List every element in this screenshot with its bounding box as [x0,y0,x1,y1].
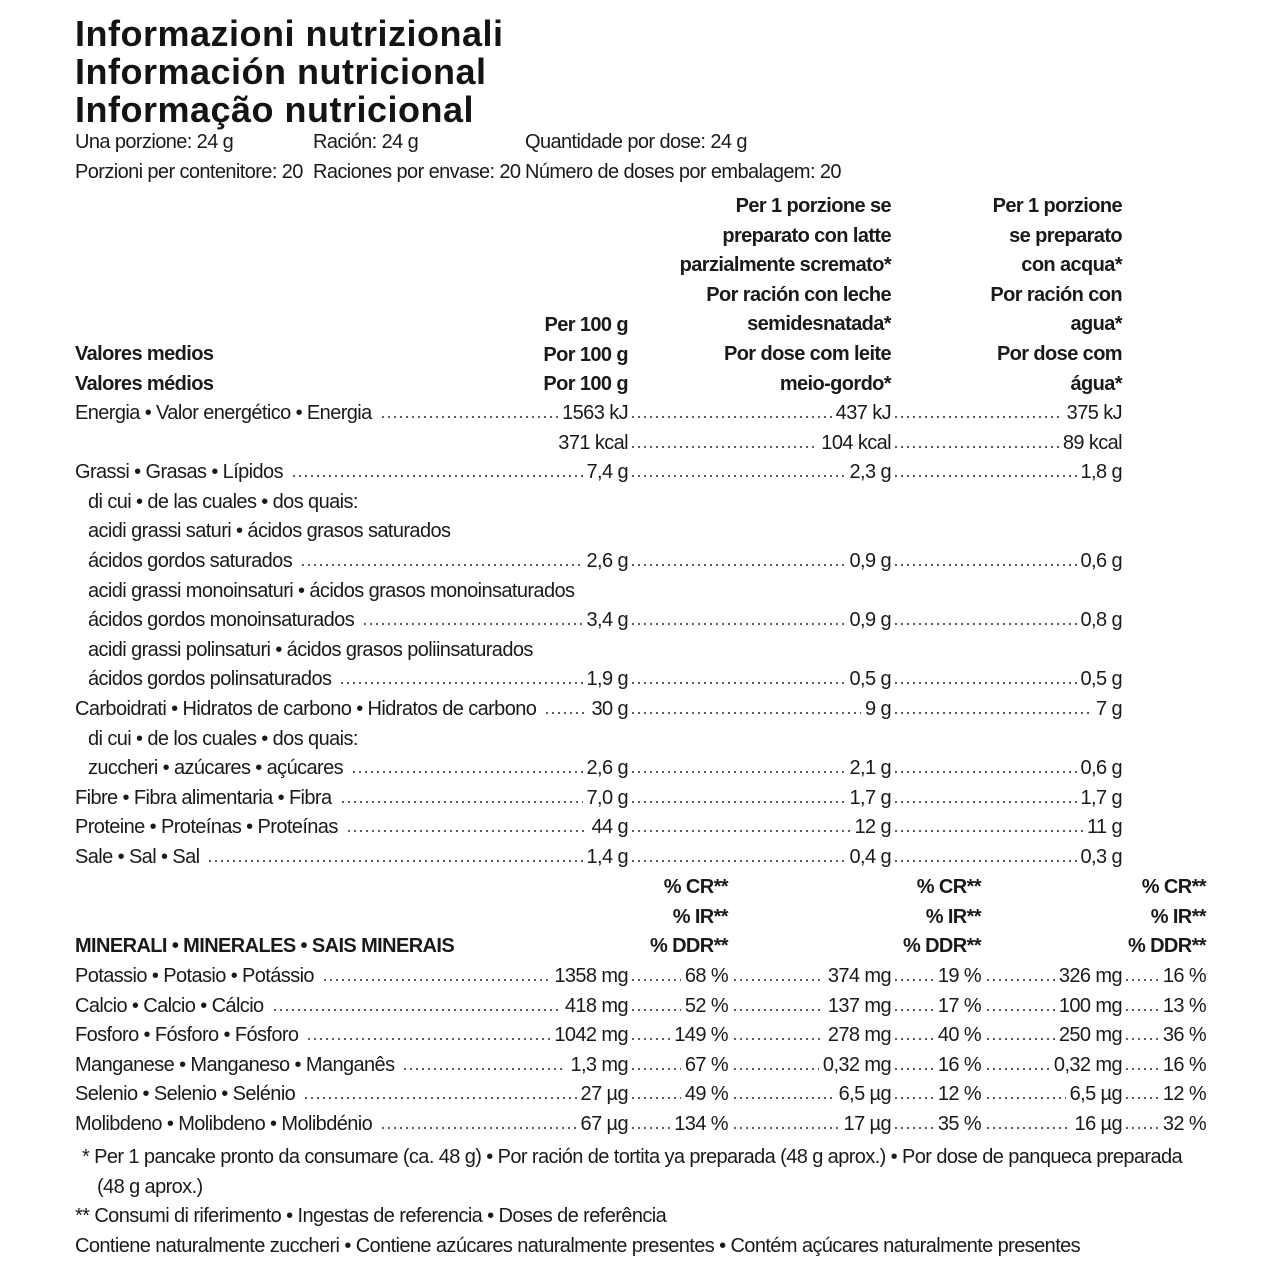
dot-leader [1124,1009,1159,1011]
milk-column-header: Per 1 porzione se [735,195,891,217]
mineral-pct-milk: 35 % [937,1113,981,1135]
mineral-pct-water: 16 % [1162,965,1206,987]
nutrient-value-milk: 104 kcal [821,431,891,454]
serving-size: Quantidade por dose: 24 g [525,131,747,153]
mineral-label: Fosforo • Fósforo • Fósforo [75,1024,299,1047]
nutrient-value-milk: 0,4 g [849,846,891,868]
mineral-label: Manganese • Manganeso • Manganês [75,1053,395,1076]
dot-leader [630,801,846,803]
dot-leader [544,712,587,714]
mineral-pct-water: 32 % [1162,1113,1206,1135]
pct-header: % DDR** [902,935,981,958]
mineral-label: Calcio • Calcio • Cálcio [75,994,264,1017]
servings-count: Porzioni per contenitore: 20 [75,161,303,183]
nutrient-value-milk: 9 g [864,698,891,720]
nutrient-value-water: 11 g [1086,816,1122,839]
dot-leader [630,860,846,862]
dot-leader [732,1038,824,1040]
nutrient-label: Sale • Sal • Sal [75,846,200,868]
per100-column-header: Por 100 g [543,343,628,366]
nutrient-value-milk: 12 g [854,816,891,839]
dot-leader [893,860,1077,862]
dot-leader [985,1068,1050,1070]
label-title: Informazioni nutrizionali [75,13,504,54]
dot-leader [630,1068,681,1070]
nutrient-value-per100: 1,9 g [586,668,628,691]
dot-leader [630,623,846,625]
nutrient-value-water: 1,7 g [1080,786,1122,809]
nutrient-value-per100: 1563 kJ [562,402,628,424]
nutrient-value-per100: 30 g [591,698,628,720]
per100-column-header: Per 100 g [544,314,628,336]
dot-leader [893,1097,934,1099]
mineral-value-milk: 137 mg [827,994,891,1017]
mineral-pct-per100: 67 % [684,1053,728,1076]
dot-leader [985,979,1055,981]
mineral-pct-water: 16 % [1162,1053,1206,1076]
mineral-value-water: 250 mg [1058,1024,1122,1047]
water-column-header: água* [1070,372,1122,395]
nutrient-label: Fibre • Fibra alimentaria • Fibra [75,786,332,809]
dot-leader [893,682,1077,684]
footnote-sugars: Contiene naturalmente zuccheri • Contiene azúcares naturalmente presentes • Contém açúcares naturalmente presentes [75,1235,1081,1257]
milk-column-header: meio-gordo* [779,372,891,395]
nutrient-value-per100: 371 kcal [558,431,628,454]
average-values-header: Valores medios [75,343,214,365]
minerals-title: MINERALI • MINERALES • SAIS MINERAIS [75,935,455,957]
label-title: Información nutricional [75,51,487,92]
nutrient-value-milk: 0,5 g [849,668,891,691]
nutrient-value-per100: 2,6 g [586,757,628,780]
dot-leader [402,1068,566,1070]
dot-leader [985,1127,1071,1129]
dot-leader [630,1038,670,1040]
dot-leader [893,1009,934,1011]
label-title: Informação nutricional [75,89,475,130]
mineral-value-water: 16 µg [1074,1113,1122,1135]
nutrient-subheading: acidi grassi polinsaturi • ácidos grasos poliinsaturados [88,638,533,661]
dot-leader [630,446,817,448]
mineral-pct-per100: 149 % [674,1024,728,1047]
dot-leader [985,1009,1055,1011]
pct-header: % DDR** [649,935,728,958]
dot-leader [306,1038,550,1040]
nutrient-subheading: acidi grassi saturi • ácidos grasos saturados [88,520,451,543]
nutrient-value-per100: 3,4 g [586,609,628,632]
dot-leader [303,1097,576,1099]
mineral-label: Selenio • Selenio • Selénio [75,1083,296,1106]
dot-leader [291,475,583,477]
milk-column-header: semidesnatada* [747,313,891,336]
mineral-value-water: 6,5 µg [1069,1083,1122,1106]
dot-leader [732,1009,824,1011]
dot-leader [893,979,934,981]
nutrient-value-water: 0,6 g [1080,757,1122,780]
dot-leader [1124,1038,1159,1040]
dot-leader [351,771,583,773]
dot-leader [322,979,550,981]
dot-leader [346,830,588,832]
mineral-label: Potassio • Potasio • Potássio [75,965,314,987]
nutrient-label: ácidos gordos polinsaturados [88,668,332,691]
nutrient-label: Grassi • Grasas • Lípidos [75,461,283,484]
mineral-value-per100: 1,3 mg [570,1053,628,1076]
dot-leader [893,1127,934,1129]
dot-leader [893,564,1077,566]
pct-header: % DDR** [1127,935,1206,958]
nutrient-label: Proteine • Proteínas • Proteínas [75,816,338,839]
nutrient-label: Carboidrati • Hidratos de carbono • Hidratos de carbono [75,698,537,720]
dot-leader [1124,1127,1159,1129]
mineral-pct-water: 36 % [1162,1024,1206,1047]
pct-header: % IR** [1150,905,1206,928]
mineral-pct-milk: 40 % [937,1024,981,1047]
dot-leader [985,1038,1055,1040]
pct-header: % CR** [1141,876,1206,898]
mineral-value-per100: 1042 mg [554,1024,628,1047]
mineral-label: Molibdeno • Molibdeno • Molibdénio [75,1113,373,1135]
milk-column-header: Por dose com leite [723,343,891,365]
mineral-value-milk: 0,32 mg [822,1053,891,1076]
mineral-value-per100: 27 µg [580,1083,628,1106]
dot-leader [732,1127,840,1129]
dot-leader [732,1097,835,1099]
dot-leader [893,801,1077,803]
dot-leader [300,564,582,566]
dot-leader [630,712,861,714]
nutrient-value-milk: 1,7 g [849,786,891,809]
milk-column-header: Por ración con leche [706,283,891,306]
dot-leader [1124,1068,1159,1070]
dot-leader [630,416,832,418]
dot-leader [380,1127,576,1129]
mineral-value-per100: 1358 mg [554,965,628,987]
mineral-pct-milk: 17 % [937,994,981,1017]
serving-size: Una porzione: 24 g [75,131,234,153]
footnote-reference: ** Consumi di riferimento • Ingestas de referencia • Doses de referência [75,1205,667,1227]
water-column-header: Por ración con [990,283,1122,306]
dot-leader [380,416,558,418]
dot-leader [893,623,1077,625]
nutrient-value-milk: 2,1 g [849,757,891,780]
mineral-value-water: 326 mg [1058,965,1122,987]
dot-leader [893,1068,934,1070]
footnote-serving: * Per 1 pancake pronto da consumare (ca. 48 g) • Por ración de tortita ya preparada (48 g aprox.) • Por dose de panqueca preparada [82,1146,1183,1168]
mineral-pct-per100: 68 % [684,965,728,987]
dot-leader [893,1038,934,1040]
dot-leader [630,830,850,832]
mineral-value-water: 0,32 mg [1053,1053,1122,1076]
nutrient-value-water: 0,8 g [1080,609,1122,632]
nutrient-value-per100: 7,4 g [586,461,628,484]
dot-leader [732,979,824,981]
mineral-pct-milk: 16 % [937,1053,981,1076]
nutrient-value-milk: 2,3 g [849,461,891,484]
water-column-header: con acqua* [1021,254,1122,277]
mineral-pct-water: 12 % [1162,1083,1206,1106]
dot-leader [893,446,1059,448]
footnote-serving: (48 g aprox.) [97,1176,203,1198]
dot-leader [630,1127,670,1129]
dot-leader [893,771,1077,773]
nutrient-value-water: 89 kcal [1062,431,1122,454]
water-column-header: se preparato [1009,224,1122,247]
mineral-value-per100: 418 mg [564,994,628,1017]
mineral-pct-milk: 19 % [937,965,981,987]
dot-leader [893,712,1092,714]
nutrient-label: Energia • Valor energético • Energia [75,402,372,424]
nutrient-label: ácidos gordos monoinsaturados [88,609,355,632]
pct-header: % CR** [916,876,981,898]
dot-leader [893,475,1077,477]
dot-leader [985,1097,1066,1099]
dot-leader [893,416,1063,418]
dot-leader [207,860,582,862]
dot-leader [630,1097,681,1099]
servings-count: Raciones por envase: 20 [313,161,521,183]
nutrient-value-milk: 0,9 g [849,609,891,632]
nutrient-label: zuccheri • azúcares • açúcares [88,757,344,780]
mineral-value-water: 100 mg [1058,994,1122,1017]
nutrient-subheading: di cui • de las cuales • dos quais: [88,490,358,513]
dot-leader [630,979,681,981]
nutrient-value-water: 0,3 g [1080,846,1122,868]
nutrient-value-water: 375 kJ [1066,402,1122,424]
dot-leader [630,1009,681,1011]
dot-leader [362,623,582,625]
servings-count: Número de doses por embalagem: 20 [525,161,841,183]
pct-header: % IR** [925,905,981,928]
nutrient-value-milk: 0,9 g [849,550,891,572]
mineral-pct-per100: 52 % [684,994,728,1017]
mineral-value-per100: 67 µg [580,1113,628,1135]
dot-leader [630,771,846,773]
serving-size: Ración: 24 g [313,131,419,153]
dot-leader [340,801,583,803]
dot-leader [272,1009,561,1011]
mineral-pct-milk: 12 % [937,1083,981,1106]
nutrient-value-per100: 1,4 g [586,846,628,868]
nutrient-value-milk: 437 kJ [835,402,891,424]
nutrient-label: ácidos gordos saturados [88,550,293,572]
nutrient-value-water: 7 g [1095,698,1122,720]
nutrient-value-water: 0,5 g [1080,668,1122,691]
water-column-header: Por dose com [996,343,1122,365]
mineral-pct-water: 13 % [1162,994,1206,1017]
nutrient-subheading: di cui • de los cuales • dos quais: [88,727,358,750]
nutrient-value-water: 1,8 g [1080,461,1122,484]
per100-column-header: Por 100 g [543,373,628,396]
nutrient-value-per100: 7,0 g [586,786,628,809]
nutrient-value-water: 0,6 g [1080,550,1122,572]
dot-leader [1124,1097,1159,1099]
milk-column-header: parzialmente scremato* [679,254,891,277]
nutrient-value-per100: 2,6 g [586,550,628,572]
mineral-value-milk: 17 µg [843,1113,891,1135]
dot-leader [339,682,582,684]
dot-leader [630,564,846,566]
mineral-pct-per100: 134 % [674,1113,728,1135]
dot-leader [1124,979,1159,981]
dot-leader [732,1068,819,1070]
nutrient-value-per100: 44 g [591,816,628,839]
mineral-value-milk: 278 mg [827,1024,891,1047]
mineral-value-milk: 6,5 µg [838,1083,891,1106]
nutrient-subheading: acidi grassi monoinsaturi • ácidos grasos monoinsaturados [88,579,575,602]
water-column-header: agua* [1070,313,1122,336]
dot-leader [893,830,1083,832]
pct-header: % IR** [672,905,728,928]
pct-header: % CR** [663,876,728,898]
average-values-header: Valores médios [75,373,214,395]
dot-leader [630,475,846,477]
mineral-value-milk: 374 mg [827,965,891,987]
mineral-pct-per100: 49 % [684,1083,728,1106]
milk-column-header: preparato con latte [722,224,891,247]
dot-leader [630,682,846,684]
water-column-header: Per 1 porzione [992,195,1122,217]
